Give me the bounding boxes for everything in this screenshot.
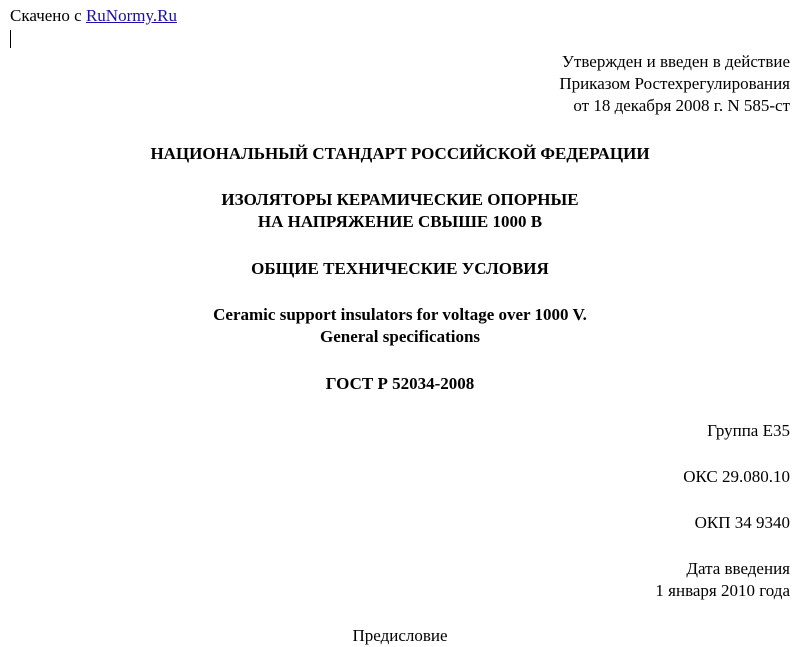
- introduction-date: 1 января 2010 года: [655, 581, 790, 600]
- english-title-line-1: Ceramic support insulators for voltage over 1000 V.: [213, 305, 587, 324]
- english-title-line-2: General specifications: [319, 327, 481, 346]
- oks-code: ОКС 29.080.10: [683, 467, 790, 486]
- site-link[interactable]: RuNormy.Ru: [85, 6, 177, 25]
- conditions-heading: ОБЩИЕ ТЕХНИЧЕСКИЕ УСЛОВИЯ: [251, 259, 549, 278]
- group-code: Группа Е35: [707, 421, 790, 440]
- introduction-label: Дата введения: [686, 559, 790, 578]
- source-line: [10, 6, 177, 26]
- national-standard-heading: НАЦИОНАЛЬНЫЙ СТАНДАРТ РОССИЙСКОЙ ФЕДЕРАЦИИ: [150, 144, 650, 163]
- subject-heading: [0, 189, 796, 233]
- foreword-heading: Предисловие: [352, 626, 448, 645]
- okp-code: ОКП 34 9340: [694, 513, 790, 532]
- approval-line-3: от 18 декабря 2008 г. N 585-ст: [573, 96, 790, 115]
- subject-line-2: НА НАПРЯЖЕНИЕ СВЫШЕ 1000 В: [257, 212, 543, 231]
- gost-code: ГОСТ Р 52034-2008: [325, 374, 475, 393]
- approval-line-2: Приказом Ростехрегулирования: [559, 74, 790, 93]
- approval-block: [559, 51, 790, 117]
- introduction-date-block: [655, 558, 790, 602]
- text-cursor: [10, 30, 11, 48]
- approval-line-1: Утвержден и введен в действие: [561, 52, 790, 71]
- english-title: [0, 304, 796, 348]
- subject-line-1: ИЗОЛЯТОРЫ КЕРАМИЧЕСКИЕ ОПОРНЫЕ: [221, 190, 579, 209]
- downloaded-prefix: Скачено с: [10, 6, 82, 25]
